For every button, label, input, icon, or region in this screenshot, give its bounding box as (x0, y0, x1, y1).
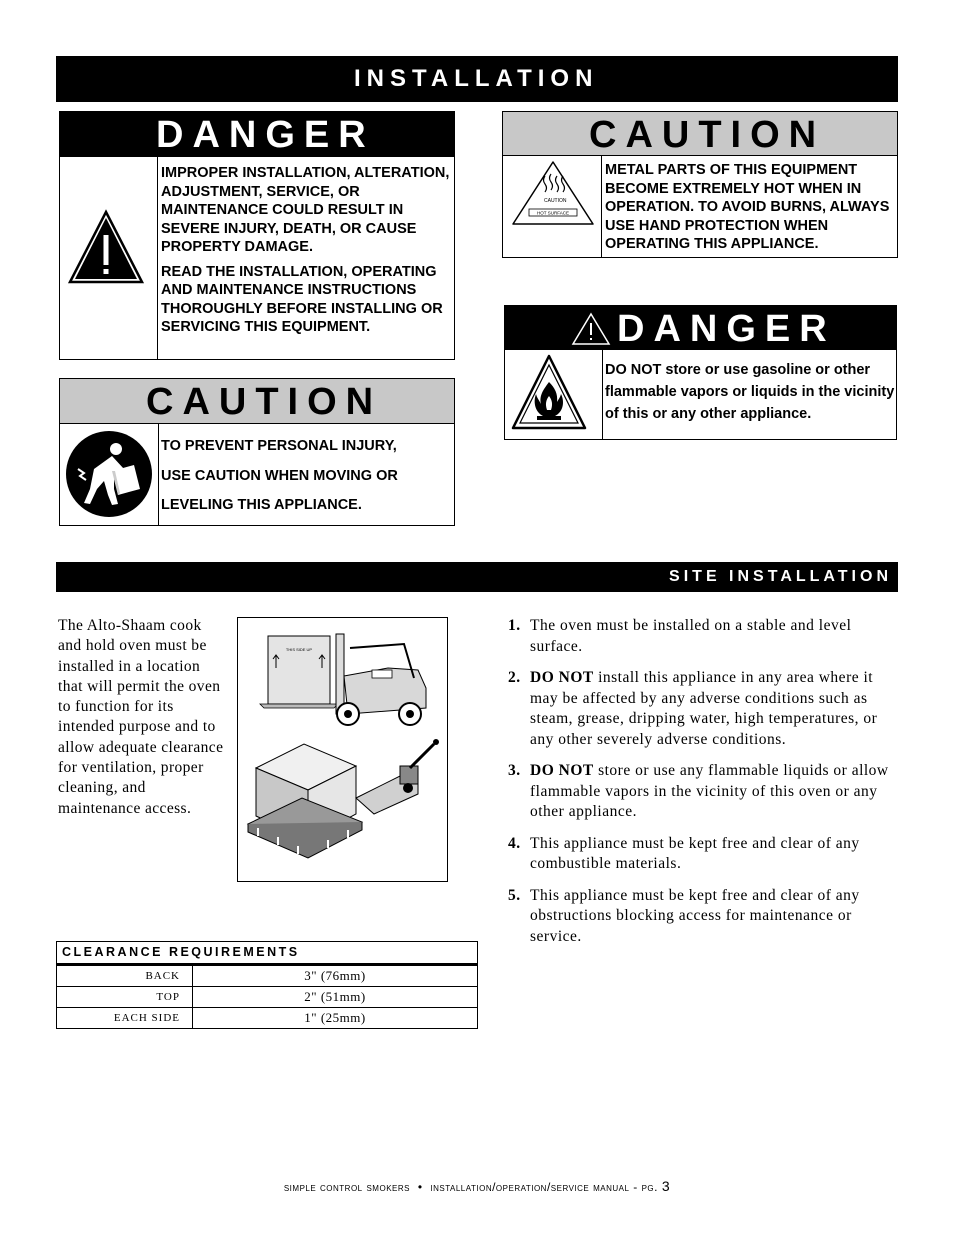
icon-cell (60, 157, 158, 359)
installation-header (56, 56, 898, 102)
installation-title: INSTALLATION (354, 65, 599, 92)
danger-flammable-text: DO NOT store or use gasoline or other flammable vapors or liquids in the vicinity of this or any other appliance. (605, 362, 895, 422)
footer-page-number: 3 (661, 1178, 671, 1194)
table-row (57, 1008, 478, 1029)
footer-bullet: • (417, 1180, 423, 1194)
caution-header (503, 112, 897, 156)
forklift-pallet-illustration (238, 618, 447, 881)
clearance-label: TOP (57, 987, 193, 1008)
clearance-label: BACK (57, 966, 193, 987)
hot-surface-label: HOT SURFACE (537, 210, 569, 216)
clearance-value: 3" (76mm) (193, 966, 478, 987)
danger-header-text: DANGER (156, 114, 375, 156)
table-row (57, 987, 478, 1008)
hot-surface-icon (509, 158, 597, 228)
danger-header (505, 306, 896, 350)
site-installation-title: SITE INSTALLATION (669, 568, 892, 585)
icon-cell (503, 156, 602, 257)
caution-moving-line-3: LEVELING THIS APPLIANCE. (161, 497, 362, 513)
list-item: 2. DO NOT install this appliance in any area where it may be affected by any adverse conditions such as steam, grease, dripping water, high temperatures, or any other severely adverse conditions. (508, 669, 878, 748)
icon-cell (60, 424, 159, 525)
installation-steps-list (508, 616, 896, 958)
list-item: 5. This appliance must be kept free and clear of any obstructions blocking access for maintenance or service. (508, 886, 860, 945)
list-item: 4. This appliance must be kept free and clear of any combustible materials. (508, 834, 860, 872)
list-item: 3. DO NOT store or use any flammable liquids or allow flammable vapors in the vicinity of this oven or any other appliance. (508, 762, 889, 820)
caution-header-text: CAUTION (146, 381, 383, 423)
clearance-label: EACH SIDE (57, 1008, 193, 1029)
exclamation-warning-icon (66, 207, 146, 287)
flame-warning-icon (509, 352, 589, 432)
caution-box-moving (59, 378, 455, 526)
clearance-table-title: CLEARANCE REQUIREMENTS (56, 941, 478, 965)
danger-warning-para-2: READ THE INSTALLATION, OPERATING AND MAINTENANCE INSTRUCTIONS THOROUGHLY BEFORE INSTALLING OR SERVICING THIS EQUIPMENT. (161, 263, 443, 335)
danger-header-text: DANGER (617, 308, 836, 350)
caution-moving-line-2: USE CAUTION WHEN MOVING OR (161, 467, 398, 484)
site-installation-header (56, 562, 898, 592)
hot-surface-caution-label: CAUTION (544, 198, 567, 204)
exclamation-warning-icon (571, 312, 611, 346)
danger-box-flammable (504, 305, 897, 440)
list-item: 1. The oven must be installed on a stable and level surface. (508, 617, 852, 655)
footer-right: installation/operation/service manual - pg. (430, 1180, 658, 1194)
danger-warning-para-1: IMPROPER INSTALLATION, ALTERATION, ADJUSTMENT, SERVICE, OR MAINTENANCE COULD RESULT IN SEVERE INJURY, DEATH, OR CAUSE PROPERTY DAMAGE. (161, 165, 450, 255)
caution-moving-line-1: TO PREVENT PERSONAL INJURY, (161, 438, 397, 454)
this-side-up-label: THIS SIDE UP (285, 647, 313, 652)
caution-hot-surface-text: METAL PARTS OF THIS EQUIPMENT BECOME EXTREMELY HOT WHEN IN OPERATION. TO AVOID BURNS, ALWAYS USE HAND PROTECTION WHEN OPERATING THIS APPLIANCE. (605, 162, 890, 252)
caution-header-text: CAUTION (589, 114, 826, 156)
heavy-lifting-icon (64, 429, 154, 519)
clearance-value: 1" (25mm) (193, 1008, 478, 1029)
caution-box-hot-surface (502, 111, 898, 258)
table-row (57, 966, 478, 987)
caution-header (60, 379, 454, 424)
page-footer (0, 1178, 954, 1194)
icon-cell (505, 350, 603, 439)
danger-header (60, 112, 454, 157)
footer-left: simple control smokers (283, 1180, 410, 1194)
clearance-requirements-table (56, 941, 478, 1029)
danger-box-installation (59, 111, 455, 360)
moving-illustration (237, 617, 448, 882)
clearance-value: 2" (51mm) (193, 987, 478, 1008)
intro-paragraph: The Alto-Shaam cook and hold oven must be installed in a location that will permit the oven to function for its intended purpose and to allow adequate clearance for ventilation, proper cleaning, and maintenance access. (58, 617, 224, 817)
